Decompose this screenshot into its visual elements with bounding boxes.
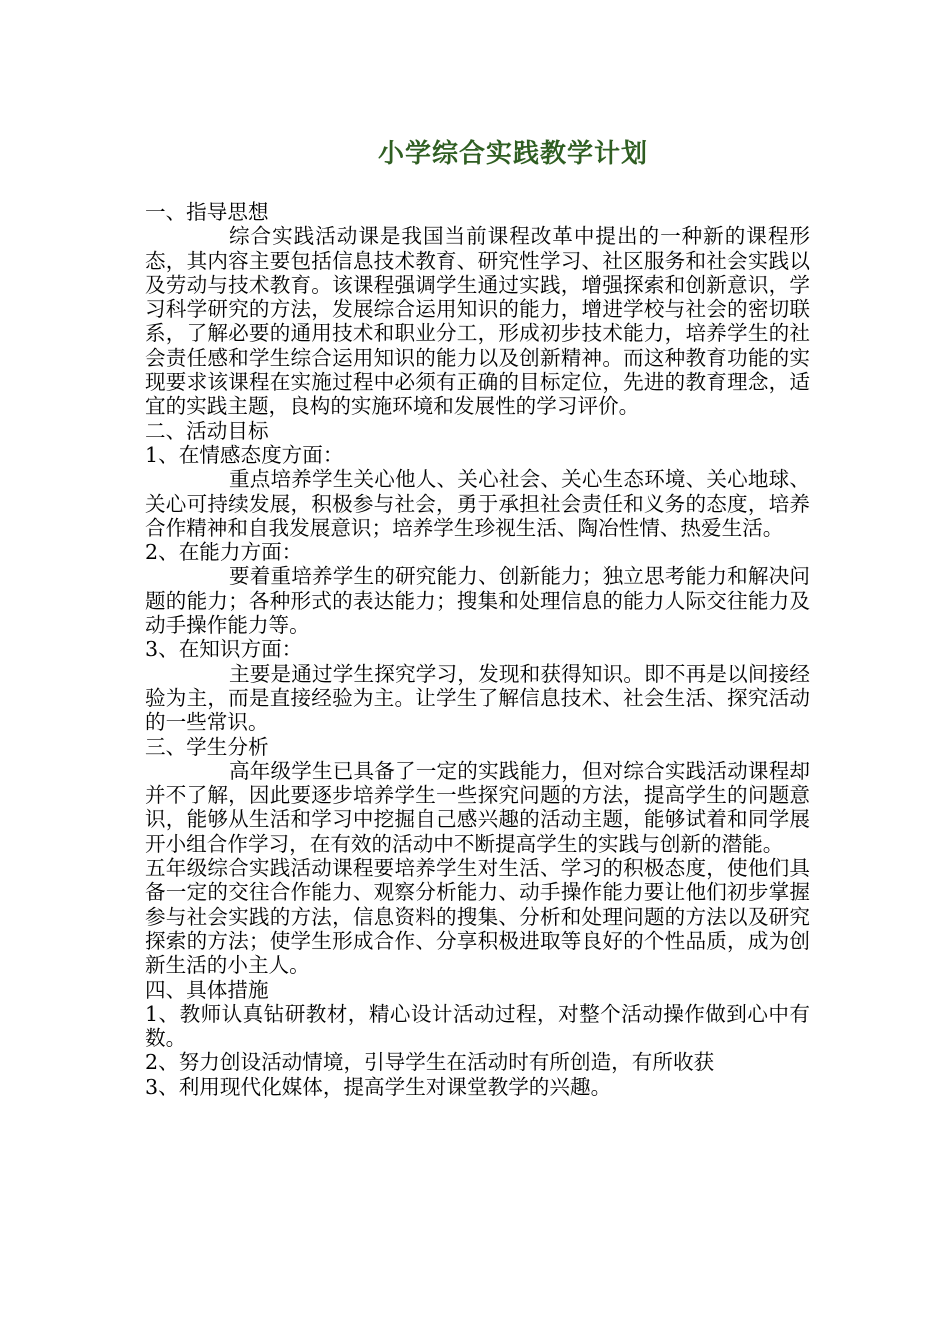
document-title: 小学综合实践教学计划 [378, 139, 649, 169]
section-heading-guiding-thought: 一、指导思想 [145, 200, 269, 224]
measure-item-2: 2、努力创设活动情境，引导学生在活动时有所创造，有所收获 [145, 1050, 715, 1075]
section-heading-student-analysis: 三、学生分析 [145, 734, 269, 759]
paragraph-guiding-thought: 综合实践活动课是我国当前课程改革中提出的一种新的课程形态，其内容主要包括信息技术教育、研究性学习、社区服务和社会实践以及劳动与技术教育。该课程强调学生通过实践，增强探索和创新意识，学习科学研究的方法，发展综合运用知识的能力，增进学校与社会的密切联系，了解必要的通用技术和职业分工，形成初步技术能力，培养学生的社会责任感和学生综合运用知识的能力以及创新精神。而这种教育功能的实现要求该课程在实施过程中必须有正确的目标定位，先进的教育理念，适宜的实践主题，良构的实施环境和发展性的学习评价。 [145, 224, 810, 419]
paragraph-student-analysis-1: 高年级学生已具备了一定的实践能力，但对综合实践活动课程却并不了解，因此要逐步培养学生一些探究问题的方法，提高学生的问题意识，能够从生活和学习中挖掘自己感兴趣的活动主题，能够试着和同学展开小组合作学习，在有效的活动中不断提高学生的实践与创新的潜能。 [145, 758, 810, 856]
document-body [145, 200, 810, 1099]
paragraph-student-analysis-2: 五年级综合实践活动课程要培养学生对生活、学习的积极态度，使他们具备一定的交往合作能力、观察分析能力、动手操作能力要让他们初步掌握参与社会实践的方法，信息资料的搜集、分析和处理问题的方法以及研究探索的方法；使学生形成合作、分享积极进取等良好的个性品质，成为创新生活的小主人。 [145, 856, 810, 978]
paragraph-ability: 要着重培养学生的研究能力、创新能力；独立思考能力和解决问题的能力；各种形式的表达能力；搜集和处理信息的能力人际交往能力及动手操作能力等。 [145, 564, 810, 638]
section-heading-activity-goals: 二、活动目标 [145, 418, 269, 443]
subheading-emotion-attitude: 1、在情感态度方面： [145, 442, 344, 467]
measure-item-1: 1、教师认真钻研教材，精心设计活动过程，对整个活动操作做到心中有数。 [145, 1001, 810, 1051]
paragraph-emotion-attitude: 重点培养学生关心他人、关心社会、关心生态环境、关心地球、关心可持续发展，积极参与社会，勇于承担社会责任和义务的态度，培养合作精神和自我发展意识；培养学生珍视生活、陶冶性情、热爱生活。 [145, 467, 810, 540]
subheading-ability: 2、在能力方面： [145, 540, 303, 565]
section-heading-measures: 四、具体措施 [145, 977, 269, 1002]
subheading-knowledge: 3、在知识方面： [145, 637, 303, 662]
paragraph-knowledge: 主要是通过学生探究学习，发现和获得知识。即不再是以间接经验为主，而是直接经验为主。让学生了解信息技术、社会生活、探究活动的一些常识。 [145, 661, 810, 735]
measure-item-3: 3、利用现代化媒体，提高学生对课堂教学的兴趣。 [145, 1074, 612, 1099]
